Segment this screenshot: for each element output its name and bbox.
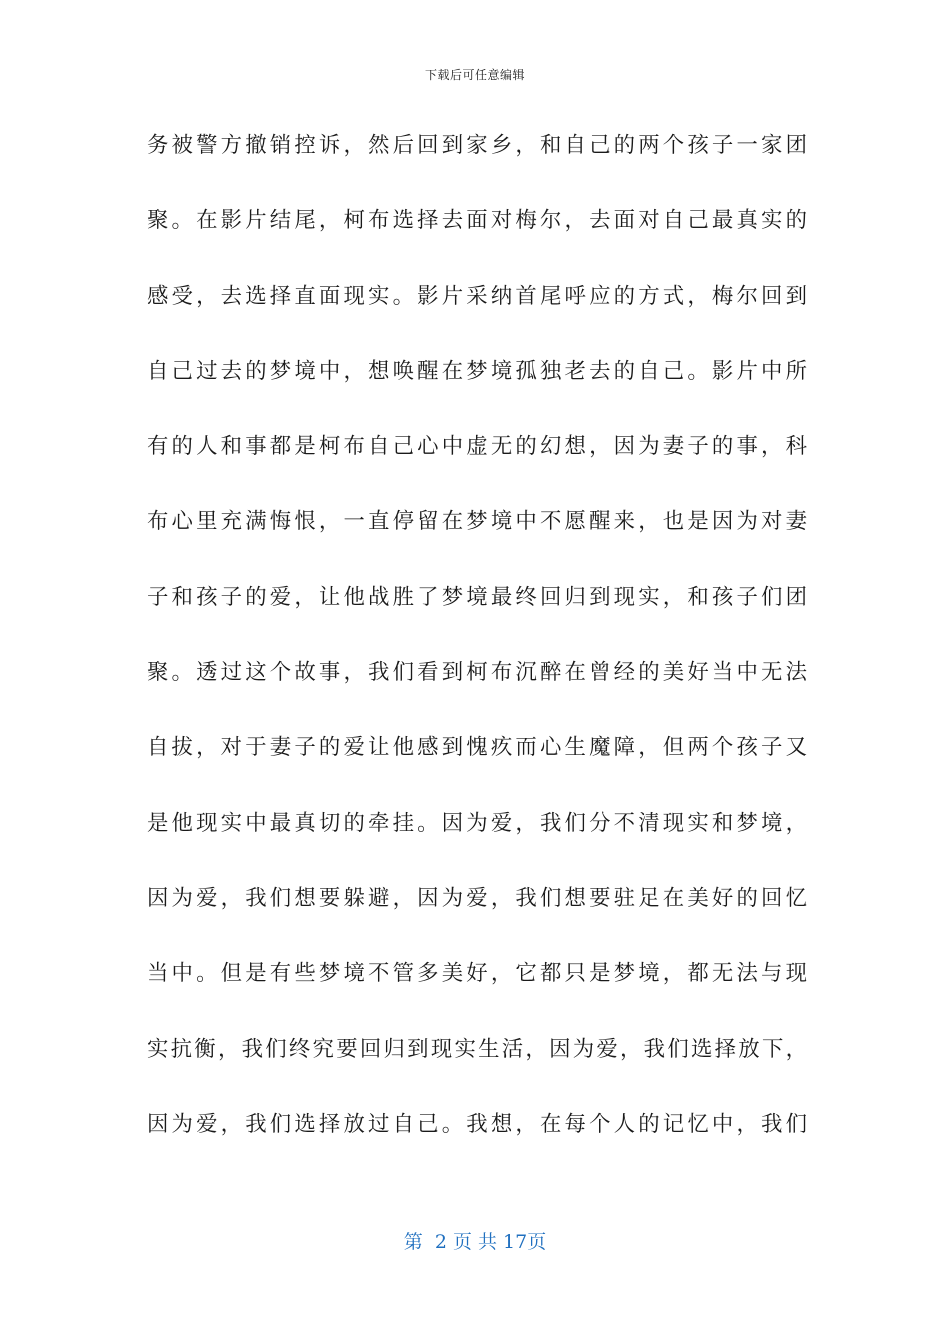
body-line: 子和孩子的爱，让他战胜了梦境最终回归到现实，和孩子们团 xyxy=(147,584,807,610)
body-line: 是他现实中最真切的牵挂。因为爱，我们分不清现实和梦境， xyxy=(147,810,807,836)
body-line: 自拔，对于妻子的爱让他感到愧疚而心生魔障，但两个孩子又 xyxy=(147,735,807,761)
body-text xyxy=(147,118,807,1172)
body-line: 聚。在影片结尾，柯布选择去面对梅尔，去面对自己最真实的 xyxy=(147,208,807,234)
body-line: 自己过去的梦境中，想唤醒在梦境孤独老去的自己。影片中所 xyxy=(147,358,807,384)
body-line: 因为爱，我们选择放过自己。我想，在每个人的记忆中，我们 xyxy=(147,1111,807,1137)
page-number: 第 2 页 共 17页 xyxy=(403,1231,547,1253)
body-line: 实抗衡，我们终究要回归到现实生活，因为爱，我们选择放下， xyxy=(147,1036,807,1062)
body-line: 感受，去选择直面现实。影片采纳首尾呼应的方式，梅尔回到 xyxy=(147,283,807,309)
body-line: 聚。透过这个故事，我们看到柯布沉醉在曾经的美好当中无法 xyxy=(147,660,807,686)
header-note: 下载后可任意编辑 xyxy=(424,68,525,82)
body-line: 有的人和事都是柯布自己心中虚无的幻想，因为妻子的事，科 xyxy=(147,434,807,460)
body-line: 布心里充满悔恨，一直停留在梦境中不愿醒来，也是因为对妻 xyxy=(147,509,807,535)
body-line: 务被警方撤销控诉，然后回到家乡，和自己的两个孩子一家团 xyxy=(147,133,807,158)
body-line: 当中。但是有些梦境不管多美好，它都只是梦境，都无法与现 xyxy=(147,961,807,987)
body-line: 因为爱，我们想要躲避，因为爱，我们想要驻足在美好的回忆 xyxy=(147,885,807,911)
